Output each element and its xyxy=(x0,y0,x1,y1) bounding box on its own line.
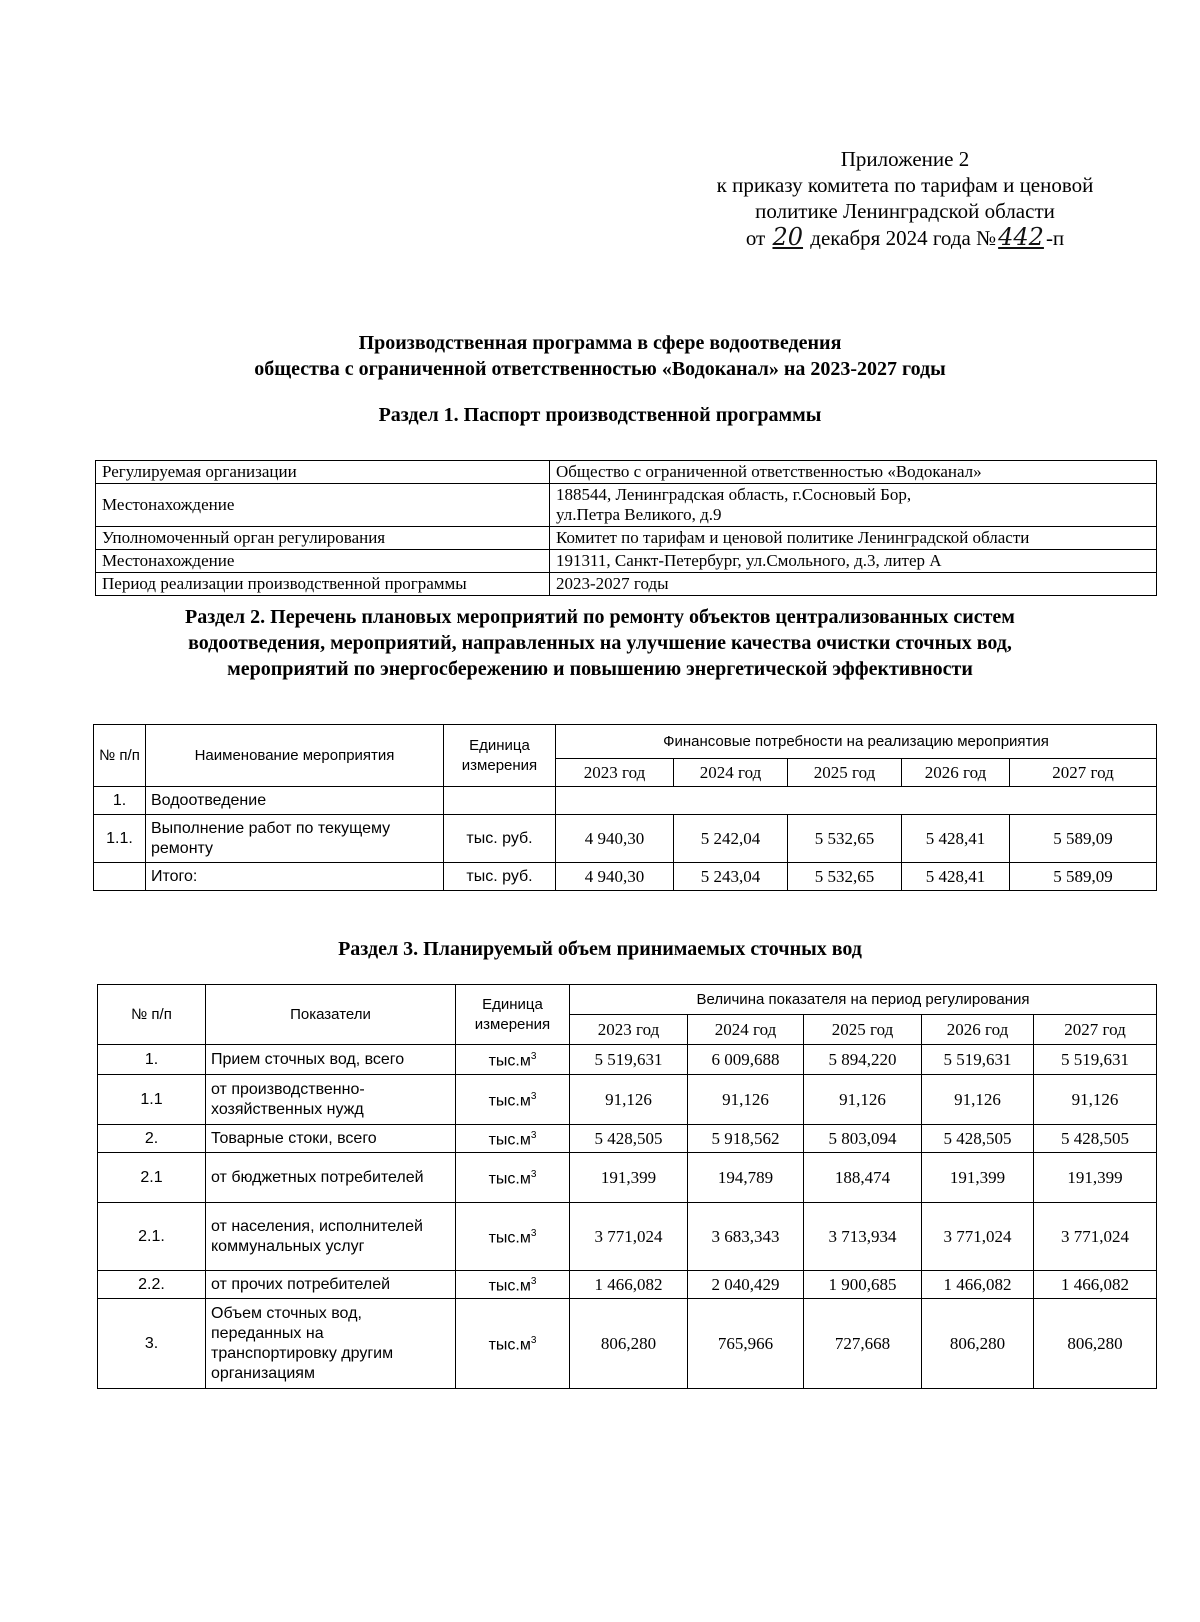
row-unit: тыс. руб. xyxy=(444,815,556,863)
header-indicator-value: Величина показателя на период регулирования xyxy=(570,985,1157,1015)
row-value: 5 532,65 xyxy=(788,863,902,891)
header-financial-needs: Финансовые потребности на реализацию мероприятия xyxy=(556,725,1157,759)
unit-text: тыс.м xyxy=(488,1052,531,1070)
row-value: 5 589,09 xyxy=(1010,815,1157,863)
unit-superscript: 3 xyxy=(530,1276,537,1288)
row-value: 5 428,505 xyxy=(922,1125,1034,1153)
row-value: 5 532,65 xyxy=(788,815,902,863)
unit-superscript: 3 xyxy=(530,1051,537,1063)
row-unit xyxy=(456,1125,570,1153)
table-row xyxy=(98,1125,1157,1153)
passport-label: Местонахождение xyxy=(96,550,550,573)
row-value: 91,126 xyxy=(688,1075,804,1125)
row-value: 5 519,631 xyxy=(570,1045,688,1075)
row-value: 194,789 xyxy=(688,1153,804,1203)
row-value: 5 428,41 xyxy=(902,863,1010,891)
header-year: 2027 год xyxy=(1034,1015,1157,1045)
row-value: 191,399 xyxy=(570,1153,688,1203)
row-measure-name: Водоотведение xyxy=(146,787,444,815)
row-value: 191,399 xyxy=(922,1153,1034,1203)
header-year: 2023 год xyxy=(570,1015,688,1045)
row-value: 91,126 xyxy=(804,1075,922,1125)
row-value: 5 894,220 xyxy=(804,1045,922,1075)
row-value: 191,399 xyxy=(1034,1153,1157,1203)
program-title-line-2: общества с ограниченной ответственностью «Водоканал» на 2023-2027 годы xyxy=(254,358,946,380)
row-unit xyxy=(456,1271,570,1299)
section-3-title: Раздел 3. Планируемый объем принимаемых сточных вод xyxy=(338,938,862,960)
row-value: 3 771,024 xyxy=(922,1203,1034,1271)
unit-text: тыс.м xyxy=(488,1336,531,1354)
table-row xyxy=(98,1153,1157,1203)
annex-date-middle: декабря 2024 года № xyxy=(810,226,997,250)
row-value: 5 519,631 xyxy=(1034,1045,1157,1075)
row-value: 3 771,024 xyxy=(570,1203,688,1271)
table-row xyxy=(96,484,1157,527)
handwritten-order-number: 442 xyxy=(998,223,1044,251)
table-row xyxy=(94,815,1157,863)
annex-block xyxy=(690,146,1120,251)
row-indicator-name: Объем сточных вод, переданных на транспортировку другим организациям xyxy=(206,1299,456,1389)
row-unit xyxy=(444,787,556,815)
row-indicator-name: от бюджетных потребителей xyxy=(206,1153,456,1203)
row-value: 188,474 xyxy=(804,1153,922,1203)
header-number: № п/п xyxy=(98,985,206,1045)
annex-line-1: Приложение 2 xyxy=(840,147,970,171)
header-year: 2026 год xyxy=(922,1015,1034,1045)
row-value: 5 428,505 xyxy=(570,1125,688,1153)
table-row xyxy=(96,550,1157,573)
unit-text: тыс.м xyxy=(488,1277,531,1295)
header-indicator: Показатели xyxy=(206,985,456,1045)
header-year: 2024 год xyxy=(674,759,788,787)
row-value: 5 243,04 xyxy=(674,863,788,891)
row-number: 2.1. xyxy=(98,1203,206,1271)
row-value: 806,280 xyxy=(1034,1299,1157,1389)
passport-label: Местонахождение xyxy=(96,484,550,527)
row-value: 806,280 xyxy=(570,1299,688,1389)
unit-text: тыс.м xyxy=(488,1229,531,1247)
wastewater-volume-table xyxy=(97,984,1157,1389)
handwritten-day: 20 xyxy=(772,223,804,251)
annex-line-2: к приказу комитета по тарифам и ценовой xyxy=(716,173,1094,197)
row-number: 3. xyxy=(98,1299,206,1389)
header-year: 2025 год xyxy=(788,759,902,787)
passport-value: Общество с ограниченной ответственностью «Водоканал» xyxy=(550,461,1157,484)
row-value: 5 428,41 xyxy=(902,815,1010,863)
table-row xyxy=(96,573,1157,596)
section-2-title-line-1: Раздел 2. Перечень плановых мероприятий по ремонту объектов централизованных систем xyxy=(185,606,1015,628)
row-measure-name: Выполнение работ по текущему ремонту xyxy=(146,815,444,863)
row-number: 2. xyxy=(98,1125,206,1153)
wastewater-volume-table-body xyxy=(98,1045,1157,1389)
row-value: 91,126 xyxy=(570,1075,688,1125)
row-value: 5 803,094 xyxy=(804,1125,922,1153)
passport-label: Уполномоченный орган регулирования xyxy=(96,527,550,550)
header-year: 2024 год xyxy=(688,1015,804,1045)
row-value: 765,966 xyxy=(688,1299,804,1389)
row-value: 91,126 xyxy=(1034,1075,1157,1125)
row-value: 806,280 xyxy=(922,1299,1034,1389)
row-indicator-name: от населения, исполнителей коммунальных услуг xyxy=(206,1203,456,1271)
row-indicator-name: Прием сточных вод, всего xyxy=(206,1045,456,1075)
row-value: 5 918,562 xyxy=(688,1125,804,1153)
row-value: 91,126 xyxy=(922,1075,1034,1125)
row-number: 1.1. xyxy=(94,815,146,863)
row-unit xyxy=(456,1075,570,1125)
row-value: 1 900,685 xyxy=(804,1271,922,1299)
table-row xyxy=(98,1299,1157,1389)
table-row xyxy=(98,1203,1157,1271)
section-1-title: Раздел 1. Паспорт производственной программы xyxy=(378,404,822,426)
header-unit: Единица измерения xyxy=(456,985,570,1045)
row-value: 5 519,631 xyxy=(922,1045,1034,1075)
table-row xyxy=(98,1075,1157,1125)
row-total-label: Итого: xyxy=(146,863,444,891)
row-value: 1 466,082 xyxy=(570,1271,688,1299)
row-value xyxy=(556,787,1157,815)
passport-value: 2023-2027 годы xyxy=(550,573,1157,596)
row-value: 3 713,934 xyxy=(804,1203,922,1271)
row-number: 1.1 xyxy=(98,1075,206,1125)
annex-line-4 xyxy=(690,224,1120,251)
unit-superscript: 3 xyxy=(530,1169,537,1181)
row-number: 2.2. xyxy=(98,1271,206,1299)
measures-table xyxy=(93,724,1157,891)
row-value: 4 940,30 xyxy=(556,815,674,863)
passport-value-line: ул.Петра Великого, д.9 xyxy=(556,505,722,524)
table-row xyxy=(98,1045,1157,1075)
row-unit xyxy=(456,1203,570,1271)
header-measure-name: Наименование мероприятия xyxy=(146,725,444,787)
header-year: 2026 год xyxy=(902,759,1010,787)
unit-superscript: 3 xyxy=(530,1228,537,1240)
row-value: 5 242,04 xyxy=(674,815,788,863)
row-number xyxy=(94,863,146,891)
annex-date-suffix: -п xyxy=(1045,226,1065,250)
passport-table xyxy=(95,460,1157,596)
header-year: 2025 год xyxy=(804,1015,922,1045)
unit-text: тыс.м xyxy=(488,1170,531,1188)
row-number: 1. xyxy=(94,787,146,815)
section-2-title-line-3: мероприятий по энергосбережению и повышению энергетической эффективности xyxy=(227,658,973,680)
table-row xyxy=(96,461,1157,484)
annex-date-prefix: от xyxy=(745,226,766,250)
row-value: 5 428,505 xyxy=(1034,1125,1157,1153)
passport-value: Комитет по тарифам и ценовой политике Ленинградской области xyxy=(550,527,1157,550)
table-row xyxy=(94,863,1157,891)
row-value: 4 940,30 xyxy=(556,863,674,891)
section-2-title-line-2: водоотведения, мероприятий, направленных на улучшение качества очистки сточных вод, xyxy=(188,632,1012,654)
row-unit: тыс. руб. xyxy=(444,863,556,891)
annex-line-3: политике Ленинградской области xyxy=(755,199,1055,223)
header-year: 2023 год xyxy=(556,759,674,787)
row-value: 1 466,082 xyxy=(1034,1271,1157,1299)
row-value: 2 040,429 xyxy=(688,1271,804,1299)
unit-superscript: 3 xyxy=(530,1130,537,1142)
passport-value: 191311, Санкт-Петербург, ул.Смольного, д.3, литер А xyxy=(550,550,1157,573)
table-row xyxy=(98,1271,1157,1299)
row-number: 2.1 xyxy=(98,1153,206,1203)
row-value: 727,668 xyxy=(804,1299,922,1389)
passport-value xyxy=(550,484,1157,527)
row-indicator-name: от производственно-хозяйственных нужд xyxy=(206,1075,456,1125)
table-header-row xyxy=(98,985,1157,1015)
unit-superscript: 3 xyxy=(530,1335,537,1347)
row-value: 3 683,343 xyxy=(688,1203,804,1271)
table-row xyxy=(96,527,1157,550)
unit-superscript: 3 xyxy=(530,1091,537,1103)
row-value: 3 771,024 xyxy=(1034,1203,1157,1271)
passport-label: Регулируемая организации xyxy=(96,461,550,484)
passport-label: Период реализации производственной программы xyxy=(96,573,550,596)
header-year: 2027 год xyxy=(1010,759,1157,787)
header-number: № п/п xyxy=(94,725,146,787)
program-title-line-1: Производственная программа в сфере водоотведения xyxy=(358,332,842,354)
row-unit xyxy=(456,1299,570,1389)
unit-text: тыс.м xyxy=(488,1131,531,1149)
row-value: 5 589,09 xyxy=(1010,863,1157,891)
row-value: 6 009,688 xyxy=(688,1045,804,1075)
table-header-row xyxy=(94,725,1157,759)
row-value: 1 466,082 xyxy=(922,1271,1034,1299)
passport-value-line: 188544, Ленинградская область, г.Сосновый Бор, xyxy=(556,485,912,504)
header-unit: Единица измерения xyxy=(444,725,556,787)
row-indicator-name: Товарные стоки, всего xyxy=(206,1125,456,1153)
table-row xyxy=(94,787,1157,815)
row-unit xyxy=(456,1153,570,1203)
row-number: 1. xyxy=(98,1045,206,1075)
row-indicator-name: от прочих потребителей xyxy=(206,1271,456,1299)
row-unit xyxy=(456,1045,570,1075)
unit-text: тыс.м xyxy=(488,1092,531,1110)
